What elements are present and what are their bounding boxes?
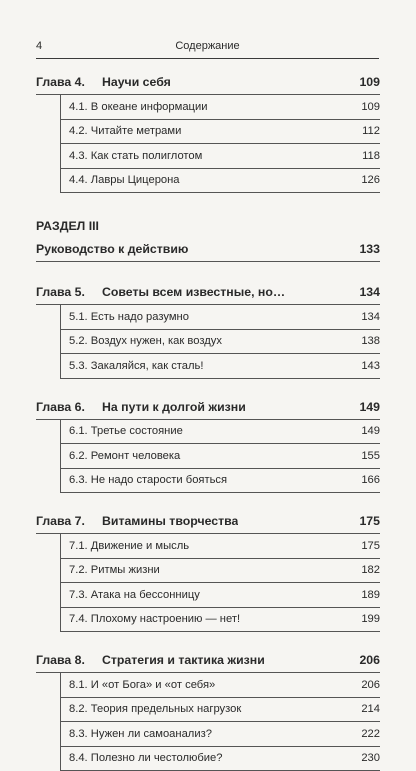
entry-page-number: 230 bbox=[361, 752, 380, 764]
chapter-title-wrap bbox=[36, 75, 349, 89]
chapter-4 bbox=[36, 70, 380, 193]
entry-number: 8.4. bbox=[69, 752, 88, 764]
chapter-title: Советы всем известные, но… bbox=[102, 285, 285, 299]
entry-text: И «от Бога» и «от себя» bbox=[91, 679, 215, 691]
toc-entry bbox=[61, 444, 380, 469]
entry-page-number: 175 bbox=[361, 540, 380, 552]
toc-entry bbox=[61, 559, 380, 584]
chapter-title: Стратегия и тактика жизни bbox=[102, 653, 265, 667]
entry-title bbox=[69, 703, 351, 715]
toc-entry bbox=[61, 469, 380, 494]
chapter-entries bbox=[60, 95, 380, 193]
entry-number: 4.2. bbox=[69, 125, 88, 137]
chapter-page-number: 109 bbox=[359, 75, 380, 89]
entry-number: 6.2. bbox=[69, 450, 88, 462]
entry-page-number: 143 bbox=[361, 360, 380, 372]
chapter-8 bbox=[36, 648, 380, 771]
entry-page-number: 109 bbox=[361, 101, 380, 113]
entry-number: 7.3. bbox=[69, 589, 88, 601]
chapter-heading bbox=[36, 509, 380, 534]
chapter-title-wrap bbox=[36, 653, 349, 667]
chapter-title: Научи себя bbox=[102, 75, 171, 89]
entry-text: Лавры Цицерона bbox=[91, 174, 180, 186]
chapter-heading bbox=[36, 70, 380, 95]
entry-page-number: 199 bbox=[361, 613, 380, 625]
entry-text: Есть надо разумно bbox=[91, 311, 189, 323]
entry-page-number: 166 bbox=[361, 474, 380, 486]
toc-entry bbox=[61, 747, 380, 771]
chapter-7 bbox=[36, 509, 380, 632]
toc-entry bbox=[61, 722, 380, 747]
entry-text: Ритмы жизни bbox=[91, 564, 160, 576]
entry-title bbox=[69, 425, 351, 437]
entry-number: 5.2. bbox=[69, 335, 88, 347]
entry-title bbox=[69, 150, 352, 162]
entry-page-number: 112 bbox=[362, 125, 380, 137]
entry-number: 7.2. bbox=[69, 564, 88, 576]
chapter-entries bbox=[60, 420, 380, 494]
entry-text: Третье состояние bbox=[91, 425, 183, 437]
entry-text: Закаляйся, как сталь! bbox=[91, 360, 204, 372]
chapter-title-wrap bbox=[36, 400, 349, 414]
chapter-page-number: 134 bbox=[359, 285, 380, 299]
entry-number: 5.1. bbox=[69, 311, 88, 323]
chapter-title: На пути к долгой жизни bbox=[102, 400, 246, 414]
chapter-entries bbox=[60, 534, 380, 632]
toc-entry bbox=[61, 144, 380, 169]
entry-page-number: 138 bbox=[361, 335, 380, 347]
entry-page-number: 182 bbox=[361, 564, 380, 576]
toc-entry bbox=[61, 95, 380, 120]
entry-title bbox=[69, 311, 351, 323]
entry-text: Читайте метрами bbox=[91, 125, 182, 137]
entry-text: Атака на бессонницу bbox=[91, 589, 200, 601]
chapter-page-number: 206 bbox=[359, 653, 380, 667]
entry-title bbox=[69, 125, 352, 137]
toc-entry bbox=[61, 354, 380, 379]
entry-page-number: 189 bbox=[361, 589, 380, 601]
section-page-number: 133 bbox=[359, 242, 380, 256]
entry-text: Нужен ли самоанализ? bbox=[91, 728, 212, 740]
chapter-title-wrap bbox=[36, 285, 349, 299]
section-title: Руководство к действию bbox=[36, 242, 349, 256]
chapter-page-number: 175 bbox=[359, 514, 380, 528]
entry-number: 7.4. bbox=[69, 613, 88, 625]
entry-title bbox=[69, 360, 351, 372]
entry-page-number: 134 bbox=[361, 311, 380, 323]
entry-text: Движение и мысль bbox=[91, 540, 189, 552]
toc-entry bbox=[61, 534, 380, 559]
entry-page-number: 149 bbox=[361, 425, 380, 437]
toc-entry bbox=[61, 673, 380, 698]
toc-entry bbox=[61, 608, 380, 633]
entry-title bbox=[69, 564, 351, 576]
entry-title bbox=[69, 450, 351, 462]
entry-text: Как стать полиглотом bbox=[91, 150, 203, 162]
page-number: 4 bbox=[36, 40, 42, 52]
entry-number: 5.3. bbox=[69, 360, 88, 372]
chapter-label: Глава 4. bbox=[36, 75, 102, 89]
entry-number: 4.3. bbox=[69, 150, 88, 162]
chapter-label: Глава 6. bbox=[36, 400, 102, 414]
entry-title bbox=[69, 101, 351, 113]
entry-title bbox=[69, 613, 351, 625]
entry-title bbox=[69, 728, 351, 740]
chapter-title-wrap bbox=[36, 514, 349, 528]
entry-number: 7.1. bbox=[69, 540, 88, 552]
page-header bbox=[36, 36, 379, 59]
entry-title bbox=[69, 752, 351, 764]
entry-text: Плохому настроению — нет! bbox=[91, 613, 240, 625]
running-title: Содержание bbox=[36, 40, 379, 52]
chapter-title: Витамины творчества bbox=[102, 514, 238, 528]
entry-text: Не надо старости бояться bbox=[91, 474, 227, 486]
section-label: РАЗДЕЛ III bbox=[36, 215, 380, 237]
chapter-5 bbox=[36, 280, 380, 379]
entry-page-number: 222 bbox=[361, 728, 380, 740]
chapter-entries bbox=[60, 305, 380, 379]
entry-number: 8.2. bbox=[69, 703, 88, 715]
chapter-heading bbox=[36, 648, 380, 673]
section-heading bbox=[36, 237, 380, 262]
entry-number: 6.1. bbox=[69, 425, 88, 437]
entry-page-number: 126 bbox=[361, 174, 380, 186]
entry-number: 6.3. bbox=[69, 474, 88, 486]
entry-title bbox=[69, 589, 351, 601]
entry-title bbox=[69, 174, 351, 186]
toc-entry bbox=[61, 583, 380, 608]
entry-text: Ремонт человека bbox=[91, 450, 180, 462]
entry-text: В океане информации bbox=[91, 101, 208, 113]
entry-title bbox=[69, 540, 351, 552]
chapter-heading bbox=[36, 395, 380, 420]
chapter-label: Глава 8. bbox=[36, 653, 102, 667]
entry-page-number: 155 bbox=[361, 450, 380, 462]
entry-number: 4.1. bbox=[69, 101, 88, 113]
entry-text: Полезно ли честолюбие? bbox=[91, 752, 223, 764]
toc-entry bbox=[61, 120, 380, 145]
chapter-label: Глава 7. bbox=[36, 514, 102, 528]
toc-entry bbox=[61, 330, 380, 355]
entry-page-number: 214 bbox=[361, 703, 380, 715]
entry-title bbox=[69, 335, 351, 347]
entry-number: 4.4. bbox=[69, 174, 88, 186]
entry-text: Воздух нужен, как воздух bbox=[91, 335, 222, 347]
entry-number: 8.1. bbox=[69, 679, 88, 691]
chapter-heading bbox=[36, 280, 380, 305]
chapter-label: Глава 5. bbox=[36, 285, 102, 299]
chapter-page-number: 149 bbox=[359, 400, 380, 414]
section-block bbox=[36, 215, 380, 262]
entry-page-number: 206 bbox=[361, 679, 380, 691]
entry-text: Теория предельных нагрузок bbox=[91, 703, 242, 715]
chapter-6 bbox=[36, 395, 380, 494]
toc-entry bbox=[61, 698, 380, 723]
toc-entry bbox=[61, 169, 380, 194]
entry-title bbox=[69, 474, 351, 486]
entry-page-number: 118 bbox=[362, 150, 380, 162]
table-of-contents bbox=[36, 70, 380, 771]
entry-title bbox=[69, 679, 351, 691]
toc-entry bbox=[61, 420, 380, 445]
entry-number: 8.3. bbox=[69, 728, 88, 740]
toc-entry bbox=[61, 305, 380, 330]
